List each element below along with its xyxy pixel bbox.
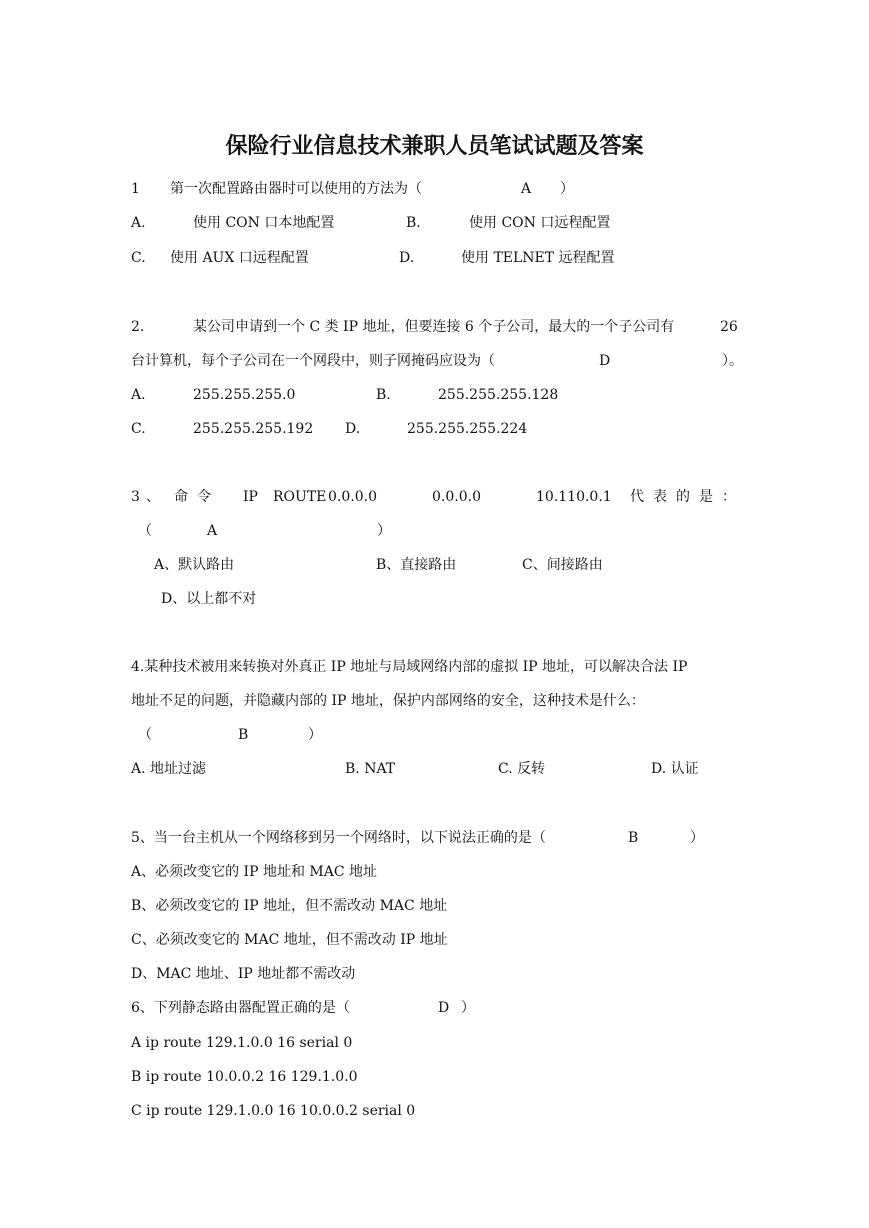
- q3-number: 3: [131, 489, 140, 505]
- q1-stem: 第一次配置路由器时可以使用的方法为（: [170, 181, 422, 197]
- q3-address-2: 0.0.0.0: [432, 489, 481, 505]
- q3-option-c: C、间接路由: [522, 557, 603, 573]
- q5-option-a: A、必须改变它的 IP 地址和 MAC 地址: [131, 864, 378, 880]
- q5-close: ）: [690, 830, 704, 846]
- q5-answer: B: [628, 830, 639, 846]
- q2-stem-number: 26: [720, 319, 738, 335]
- q2-option-a-label: A.: [131, 387, 146, 403]
- q6-option-b: B ip route 10.0.0.2 16 129.1.0.0: [131, 1069, 358, 1085]
- q3-option-b: B、直接路由: [376, 557, 457, 573]
- q3-keyword-route: ROUTE: [273, 489, 327, 505]
- q4-open: （: [138, 727, 152, 743]
- q3-close: ）: [377, 523, 391, 539]
- q2-option-a: 255.255.255.0: [193, 387, 296, 403]
- q1-option-d-label: D.: [399, 250, 415, 266]
- q4-option-b: B. NAT: [345, 761, 396, 777]
- q2-option-b-label: B.: [376, 387, 391, 403]
- q4-line2: 地址不足的问题，并隐藏内部的 IP 地址，保护内部网络的安全，这种技术是什么：: [131, 693, 645, 709]
- q3-address-1: 0.0.0.0: [328, 489, 377, 505]
- q3-tail: 代表的是：: [630, 489, 745, 505]
- q5-option-c: C、必须改变它的 MAC 地址，但不需改动 IP 地址: [131, 932, 448, 948]
- q2-answer: D: [599, 353, 611, 369]
- q4-option-a: A. 地址过滤: [131, 761, 207, 777]
- q6-stem: 6、下列静态路由器配置正确的是（: [131, 1000, 350, 1016]
- q2-number: 2.: [131, 319, 145, 335]
- q4-answer: B: [238, 727, 249, 743]
- q2-close: ）。: [722, 353, 743, 369]
- q3-option-d: D、以上都不对: [161, 591, 257, 607]
- q1-option-b: 使用 CON 口远程配置: [469, 215, 611, 231]
- q6-close: ）: [461, 1000, 475, 1016]
- q6-answer: D: [438, 1000, 450, 1016]
- q2-stem-line1: 某公司申请到一个 C 类 IP 地址，但要连接 6 个子公司，最大的一个子公司有: [193, 319, 675, 335]
- q1-number: 1: [131, 181, 140, 197]
- q1-option-c: 使用 AUX 口远程配置: [170, 250, 309, 266]
- q4-option-d: D. 认证: [651, 761, 699, 777]
- q1-option-b-label: B.: [406, 215, 421, 231]
- q6-option-a: A ip route 129.1.0.0 16 serial 0: [131, 1035, 353, 1051]
- q3-address-3: 10.110.0.1: [536, 489, 612, 505]
- q1-option-d: 使用 TELNET 远程配置: [461, 250, 615, 266]
- q1-option-a: 使用 CON 口本地配置: [193, 215, 335, 231]
- q6-option-c: C ip route 129.1.0.0 16 10.0.0.2 serial 0: [131, 1103, 416, 1119]
- q1-option-a-label: A.: [131, 215, 146, 231]
- q5-stem: 5、当一台主机从一个网络移到另一个网络时，以下说法正确的是（: [131, 830, 546, 846]
- q4-line1: 4.某种技术被用来转换对外真正 IP 地址与局域网络内部的虚拟 IP 地址，可以解决合法 IP: [131, 659, 688, 675]
- q3-keyword-ip: IP: [243, 489, 258, 505]
- q1-option-c-label: C.: [131, 250, 146, 266]
- q2-option-b: 255.255.255.128: [438, 387, 559, 403]
- q3-option-a: A、默认路由: [154, 557, 235, 573]
- q1-close: ）: [560, 181, 574, 197]
- q2-option-c-label: C.: [131, 421, 146, 437]
- q3-command-word: 命令: [174, 489, 220, 505]
- q5-option-b: B、必须改变它的 IP 地址，但不需改动 MAC 地址: [131, 898, 448, 914]
- q2-option-d: 255.255.255.224: [407, 421, 528, 437]
- q5-option-d: D、MAC 地址、IP 地址都不需改动: [131, 966, 356, 982]
- q2-option-c: 255.255.255.192: [193, 421, 314, 437]
- q4-close: ）: [308, 727, 322, 743]
- q2-option-d-label: D.: [345, 421, 361, 437]
- q3-answer: A: [207, 523, 218, 539]
- q3-open: （: [138, 523, 152, 539]
- q2-stem-line2: 台计算机，每个子公司在一个网段中，则子网掩码应设为（: [131, 353, 495, 369]
- q4-option-c: C. 反转: [498, 761, 546, 777]
- q3-separator: 、: [146, 489, 160, 505]
- document-title: 保险行业信息技术兼职人员笔试试题及答案: [225, 134, 644, 159]
- q1-answer: A: [521, 181, 532, 197]
